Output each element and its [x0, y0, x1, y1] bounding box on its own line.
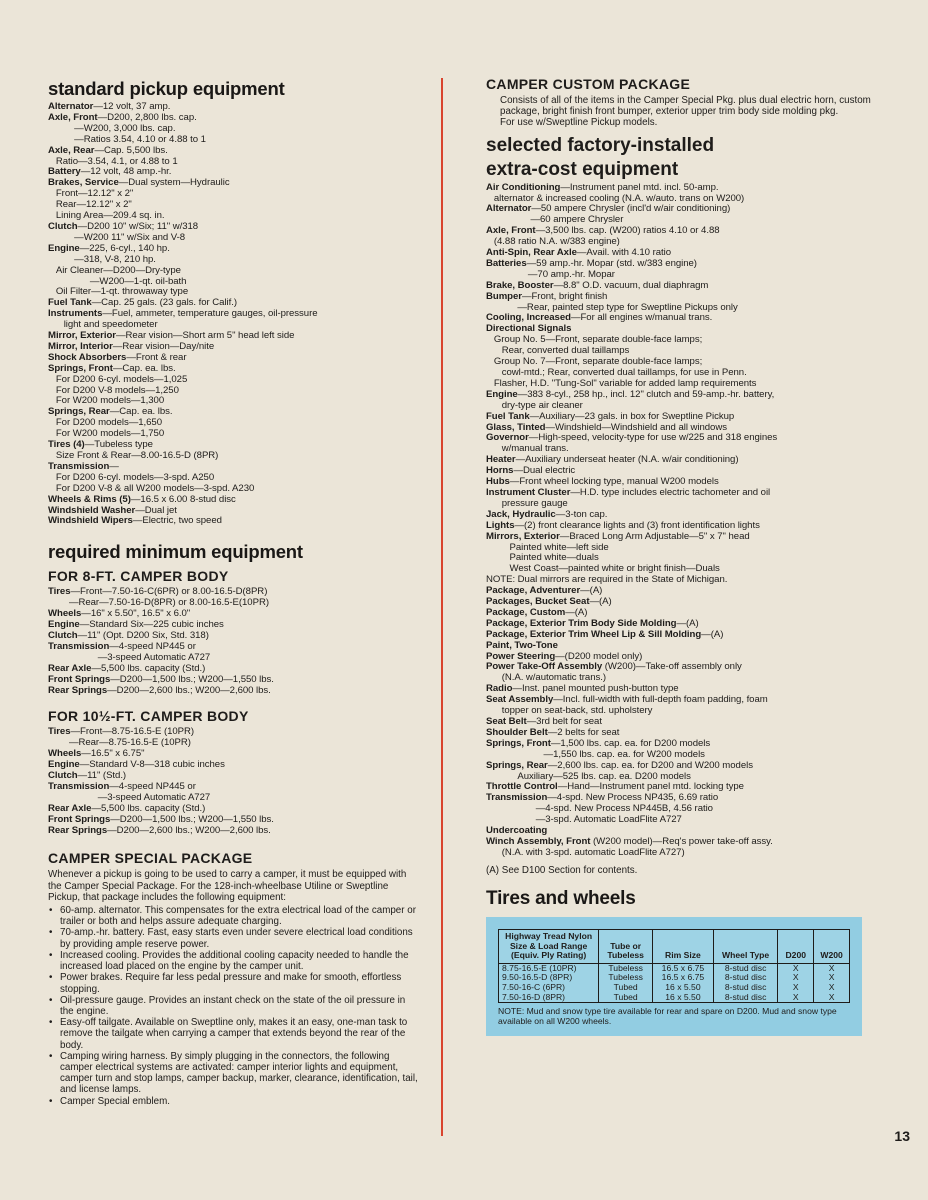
- spec-item: [48, 113, 420, 146]
- table-cell: X: [814, 993, 850, 1003]
- table-cell: X: [778, 993, 814, 1003]
- table-cell: 8-stud disc: [713, 993, 777, 1003]
- spec-label: Battery: [48, 166, 81, 178]
- spec-label: Clutch: [48, 770, 78, 782]
- spec-label: Glass, Tinted: [486, 421, 546, 433]
- spec-item: [48, 309, 420, 331]
- spec-label: Mirror, Interior: [48, 340, 113, 352]
- spec-label: Throttle Control: [486, 781, 558, 793]
- selected-equipment-list: [486, 183, 886, 859]
- spec-item: [486, 761, 886, 783]
- spec-item: [486, 324, 886, 389]
- spec-label: Horns: [486, 465, 514, 477]
- spec-item: [48, 407, 420, 440]
- spec-text: —Dual electric: [513, 465, 576, 477]
- spec-text: —12 volt, 37 amp.: [93, 101, 171, 112]
- table-cell: Tubeless: [599, 973, 653, 983]
- spec-item: [486, 695, 886, 717]
- spec-text: (W200 model)—Req's power take-off assy. (N.A. with 3-spd. automatic LoadFlite A727): [501, 835, 773, 858]
- spec-label: Mirror, Exterior: [48, 330, 116, 342]
- tires-note: NOTE: Mud and snow type tire available for rear and spare on D200. Mud and snow type available on all W200 wheels.: [498, 1006, 837, 1026]
- spec-label: Axle, Rear: [48, 144, 95, 156]
- spec-label: Axle, Front: [486, 225, 536, 237]
- spec-label: Seat Assembly: [486, 694, 554, 706]
- spec-label: Transmission: [48, 460, 110, 472]
- table-cell: 9.50-16.5-D (8PR): [499, 973, 599, 983]
- right-column: [486, 72, 886, 1036]
- table-cell: 7.50-16-D (8PR): [499, 993, 599, 1003]
- spec-label: Springs, Front: [486, 737, 551, 749]
- table-header-cell: Highway Tread Nylon Size & Load Range (Equiv. Ply Rating): [499, 930, 599, 964]
- bullet-item: • 70-amp.-hr. battery. Fast, easy starts even under severe electrical load conditions by providing ample reserve power.: [60, 927, 420, 949]
- spec-label: Transmission: [48, 780, 110, 792]
- spec-text: —8.8" O.D. vacuum, dual diaphragm: [553, 279, 709, 291]
- table-cell: Tubeless: [599, 963, 653, 973]
- tires-table-header: [499, 930, 850, 964]
- spec-label: Package, Exterior Trim Body Side Molding: [486, 617, 677, 629]
- spec-item: [486, 837, 886, 859]
- spec-label: Instrument Cluster: [486, 486, 571, 498]
- spec-label: Governor: [486, 432, 529, 444]
- spec-text: —3-ton cap.: [555, 508, 608, 520]
- spec-item: [48, 222, 420, 244]
- spec-text: —Cap. 25 gals. (23 gals. for Calif.): [91, 297, 237, 309]
- tires-table-body: [499, 963, 850, 1002]
- spec-text: —Rear vision—Day/nite: [112, 340, 215, 352]
- spec-label: Lights: [486, 519, 515, 531]
- standard-equipment-heading: standard pickup equipment: [48, 78, 285, 99]
- table-cell: X: [814, 983, 850, 993]
- spec-label: Tires: [48, 586, 71, 598]
- spec-text: —Braced Long Arm Adjustable—5" x 7" head Painted white—left side Painted white—duals West Coast—painted white or bright finish—Duals: [509, 530, 750, 575]
- table-cell: 8-stud disc: [713, 963, 777, 973]
- spec-item: [48, 516, 420, 527]
- spec-text: —4-spd. New Process NP435, 6.69 ratio —4-spd. New Process NP445B, 4.56 ratio —3-spd. Automatic LoadFlite A727: [535, 792, 719, 826]
- spec-label: Wheels: [48, 748, 82, 760]
- spec-label: Power Steering: [486, 650, 556, 662]
- spec-item: [486, 433, 886, 455]
- required-equipment-heading: required minimum equipment: [48, 541, 303, 563]
- spec-text: —Front—7.50-16-C(6PR) or 8.00-16.5-D(8PR) —Rear—7.50-16-D(8PR) or 8.00-16.5-E(10PR): [68, 586, 269, 609]
- spec-text: —3rd belt for seat: [526, 716, 602, 728]
- camper-special-heading: CAMPER SPECIAL PACKAGE: [48, 850, 253, 867]
- spec-label: Transmission: [486, 792, 548, 804]
- table-header-cell: Tube or Tubeless: [599, 930, 653, 964]
- spec-label: Heater: [486, 454, 516, 466]
- spec-label: Mirrors, Exterior: [486, 530, 560, 542]
- spec-label: Power Take-Off Assembly: [486, 661, 603, 673]
- spec-text: —D200—2,600 lbs.; W200—2,600 lbs.: [107, 684, 271, 696]
- spec-label: Seat Belt: [486, 716, 527, 728]
- spec-text: —(A): [701, 628, 724, 640]
- spec-text: —D200—1,500 lbs.; W200—1,550 lbs.: [110, 673, 274, 685]
- tires-wheels-heading: Tires and wheels: [486, 888, 636, 909]
- spec-label: Clutch: [48, 629, 78, 641]
- spec-text: —Electric, two speed: [132, 515, 222, 527]
- table-cell: 8-stud disc: [713, 983, 777, 993]
- spec-label: Tires: [48, 726, 71, 738]
- spec-text: —4-speed NP445 or —3-speed Automatic A727: [97, 780, 211, 803]
- table-cell: X: [778, 983, 814, 993]
- spec-text: —5,500 lbs. capacity (Std.): [91, 802, 206, 814]
- spec-text: —Dual jet: [135, 504, 177, 516]
- spec-text: —Windshield—Windshield and all windows: [545, 421, 727, 433]
- spec-text: —(A): [565, 606, 588, 618]
- spec-label: Springs, Rear: [486, 759, 548, 771]
- spec-label: Front Springs: [48, 673, 111, 685]
- spec-item: [48, 587, 420, 609]
- spec-item: [48, 146, 420, 168]
- spec-label: Batteries: [486, 257, 527, 269]
- spec-label: Engine: [48, 759, 80, 771]
- spec-item: [486, 226, 886, 248]
- spec-item: [48, 727, 420, 749]
- spec-text: —12 volt, 48 amp.-hr.: [80, 166, 172, 178]
- spec-text: —Cap. ea. lbs. For D200 6-cyl. models—1,025 For D200 V-8 models—1,250 For W200 models—1,300: [55, 362, 188, 407]
- spec-text: —Dual system—Hydraulic Front—12.12" x 2" Rear—12.12" x 2" Lining Area—209.4 sq. in.: [55, 177, 230, 222]
- spec-text: —High-speed, velocity-type for use w/225 and 318 engines w/manual trans.: [501, 432, 778, 455]
- spec-label: Windshield Washer: [48, 504, 136, 516]
- bullet-item: • Easy-off tailgate. Available on Sweptline only, makes it an easy, one-man task to remove the tailgate when carrying a camper that extends beyond the rear of the body.: [60, 1017, 420, 1051]
- spec-label: Wheels & Rims (5): [48, 493, 131, 505]
- spec-text: —1,500 lbs. cap. ea. for D200 models —1,550 lbs. cap. ea. for W200 models: [543, 737, 711, 760]
- spec-text: —16.5" x 6.75": [81, 748, 145, 760]
- table-cell: 16.5 x 6.75: [653, 973, 714, 983]
- spec-item: [486, 183, 886, 205]
- spec-item: [486, 488, 886, 510]
- spec-label: Brakes, Service: [48, 177, 119, 189]
- bullet-item: • 60-amp. alternator. This compensates for the extra electrical load of the camper or trailer or both and helps assure adequate charging.: [60, 905, 420, 927]
- spec-label: Package, Custom: [486, 606, 566, 618]
- spec-text: (W200)—Take-off assembly only (N.A. w/automatic trans.): [501, 661, 742, 684]
- spec-text: —Hand—Instrument panel mtd. locking type: [557, 781, 744, 793]
- spec-label: Rear Springs: [48, 684, 108, 696]
- spec-label: Paint, Two-Tone: [486, 639, 558, 651]
- camper-custom-heading: CAMPER CUSTOM PACKAGE: [486, 76, 691, 92]
- spec-item: [48, 642, 420, 664]
- spec-text: —For all engines w/manual trans.: [570, 312, 713, 324]
- spec-text: —11" (Std.): [77, 770, 127, 782]
- spec-label: Package, Exterior Trim Wheel Lip & Sill Molding: [486, 628, 702, 640]
- spec-text: NOTE: Dual mirrors are required in the State of Michigan.: [486, 574, 728, 586]
- table-header-cell: D200: [778, 930, 814, 964]
- spec-text: —(A): [589, 596, 612, 608]
- spec-label: Alternator: [48, 101, 94, 112]
- spec-label: Transmission: [48, 640, 110, 652]
- spec-text: —Standard V-8—318 cubic inches: [79, 759, 225, 771]
- spec-text: —3,500 lbs. cap. (W200) ratios 4.10 or 4.88 (4.88 ratio N.A. w/383 engine): [493, 225, 720, 248]
- spec-label: Packages, Bucket Seat: [486, 596, 590, 608]
- spec-item: [48, 244, 420, 299]
- spec-label: Instruments: [48, 308, 103, 320]
- spec-text: —50 ampere Chrysler (incl'd w/air conditioning) —60 ampere Chrysler: [530, 203, 731, 226]
- eight-ft-camper-list: [48, 587, 420, 696]
- table-cell: 16.5 x 6.75: [653, 963, 714, 973]
- spec-label: Engine: [486, 388, 518, 400]
- spec-item: [486, 292, 886, 314]
- table-cell: Tubed: [599, 993, 653, 1003]
- spec-label: Fuel Tank: [48, 297, 92, 309]
- spec-label: Undercoating: [486, 825, 548, 837]
- spec-text: —Auxiliary underseat heater (N.A. w/air conditioning): [515, 454, 739, 466]
- page-number: 13: [894, 1128, 910, 1144]
- spec-label: Fuel Tank: [486, 410, 530, 422]
- table-header-cell: Wheel Type: [713, 930, 777, 964]
- spec-text: —Inst. panel mounted push-button type: [512, 683, 679, 695]
- spec-label: Jack, Hydraulic: [486, 508, 556, 520]
- spec-label: Directional Signals: [486, 323, 572, 335]
- spec-text: —(A): [676, 617, 699, 629]
- spec-label: Alternator: [486, 203, 532, 215]
- spec-text: —2,600 lbs. cap. ea. for D200 and W200 models Auxiliary—525 lbs. cap. ea. D200 models: [517, 759, 753, 782]
- table-cell: 8.75-16.5-E (10PR): [499, 963, 599, 973]
- spec-text: —2 belts for seat: [547, 726, 620, 738]
- selected-equipment-heading-line1: selected factory-installed: [486, 134, 715, 156]
- bullet-item: • Power brakes. Require far less pedal pressure and make for smooth, effortless stopping.: [60, 972, 420, 994]
- spec-text: —5,500 lbs. capacity (Std.): [91, 662, 206, 674]
- spec-item: [48, 178, 420, 222]
- table-cell: X: [814, 973, 850, 983]
- spec-label: Rear Axle: [48, 662, 92, 674]
- spec-label: Engine: [48, 242, 80, 254]
- spec-label: Anti-Spin, Rear Axle: [486, 247, 577, 259]
- spec-label: Engine: [48, 619, 80, 631]
- table-cell: 8-stud disc: [713, 973, 777, 983]
- tires-wheels-box: [486, 917, 862, 1036]
- spec-text: —383 8-cyl., 258 hp., incl. 12" clutch and 59-amp.-hr. battery, dry-type air cleaner: [501, 388, 775, 411]
- column-divider: [441, 78, 443, 1136]
- table-row: [499, 993, 850, 1003]
- spec-label: Windshield Wipers: [48, 515, 133, 527]
- spec-label: Shock Absorbers: [48, 351, 127, 363]
- spec-text: —Incl. full-width with full-depth foam padding, foam topper on seat-back, std. upholstery: [501, 694, 768, 717]
- spec-text: Group No. 5—Front, separate double-face lamps; Rear, converted dual taillamps Group No. 7—Front, separate double-face lamps; cowl-mtd.; Rear, converted dual taillamps, for use in Penn. Flasher, H.D. "Tung-Sol" variable for added lamp requirements: [493, 334, 757, 389]
- spec-text: —Auxiliary—23 gals. in box for Sweptline Pickup: [529, 410, 735, 422]
- spec-text: —D200, 2,800 lbs. cap. —W200, 3,000 lbs. cap. —Ratios 3.54, 4.10 or 4.88 to 1: [74, 111, 206, 145]
- bullet-item: • Camper Special emblem.: [60, 1096, 420, 1107]
- spec-label: Tires (4): [48, 439, 85, 451]
- spec-label: Springs, Rear: [48, 406, 110, 418]
- ten-half-ft-camper-list: [48, 727, 420, 836]
- spec-label: Rear Axle: [48, 802, 92, 814]
- camper-special-bullets: [48, 905, 420, 1107]
- spec-item: [486, 662, 886, 684]
- spec-text: —Front, bright finish —Rear, painted step type for Sweptline Pickups only: [517, 290, 738, 313]
- spec-item: [486, 204, 886, 226]
- spec-label: Brake, Booster: [486, 279, 554, 291]
- spec-text: —Front wheel locking type, manual W200 models: [509, 476, 719, 488]
- spec-item: [486, 532, 886, 576]
- spec-item: [48, 782, 420, 804]
- tires-wheels-table: [498, 929, 850, 1003]
- camper-custom-text: Consists of all of the items in the Camper Special Pkg. plus dual electric horn, custom package, bright finish front bumper, exterior upper trim body side molding pkg. For use w/Sweptline Pickup models.: [500, 95, 871, 129]
- spec-label: Winch Assembly, Front: [486, 835, 591, 847]
- table-cell: 16 x 5.50: [653, 983, 714, 993]
- spec-text: —D200—1,500 lbs.; W200—1,550 lbs.: [110, 813, 274, 825]
- spec-item: [48, 462, 420, 495]
- bullet-item: • Increased cooling. Provides the additional cooling capacity needed to handle the increased load placed on the engine by the camper unit.: [60, 950, 420, 972]
- camper-special-intro: Whenever a pickup is going to be used to carry a camper, it must be equipped with the Camper Special Package. For the 128-inch-wheelbase Utiline or Sweptline Pickup, that package includes the following equipment:: [48, 869, 407, 903]
- spec-label: Springs, Front: [48, 362, 113, 374]
- spec-text: —59 amp.-hr. Mopar (std. w/383 engine) —70 amp.-hr. Mopar: [526, 257, 697, 280]
- spec-text: —Fuel, ammeter, temperature gauges, oil-pressure light and speedometer: [63, 308, 318, 331]
- spec-label: Bumper: [486, 290, 522, 302]
- spec-label: Rear Springs: [48, 824, 108, 836]
- spec-label: Package, Adventurer: [486, 585, 581, 597]
- bullet-item: • Camping wiring harness. By simply plugging in the connectors, the following camper electrical systems are activated: camper interior lights and equipment, camper turn and stop lamps, camper backup, marker, clearance, identification, tail, and license lamps.: [60, 1051, 420, 1096]
- spec-text: —Front & rear: [126, 351, 187, 363]
- table-cell: 16 x 5.50: [653, 993, 714, 1003]
- spec-text: —225, 6-cyl., 140 hp. —318, V-8, 210 hp. Air Cleaner—D200—Dry-type —W200—1-qt. oil-bath Oil Filter—1-qt. throwaway type: [55, 242, 189, 298]
- spec-text: —16" x 5.50", 16.5" x 6.0": [81, 608, 191, 620]
- table-cell: Tubed: [599, 983, 653, 993]
- spec-text: —(2) front clearance lights and (3) front identification lights: [514, 519, 760, 531]
- table-cell: 7.50-16-C (6PR): [499, 983, 599, 993]
- spec-label: Clutch: [48, 220, 78, 232]
- table-cell: X: [778, 963, 814, 973]
- spec-text: —Cap. ea. lbs. For D200 models—1,650 For W200 models—1,750: [55, 406, 173, 440]
- spec-label: Hubs: [486, 476, 510, 488]
- spec-label: Shoulder Belt: [486, 726, 548, 738]
- spec-text: —11" (Opt. D200 Six, Std. 318): [77, 629, 209, 641]
- ten-half-ft-camper-heading: FOR 10½-FT. CAMPER BODY: [48, 708, 249, 725]
- spec-text: — For D200 6-cyl. models—3-spd. A250 For D200 V-8 & all W200 models—3-spd. A230: [55, 460, 255, 494]
- spec-text: —D200—2,600 lbs.; W200—2,600 lbs.: [107, 824, 271, 836]
- spec-text: —16.5 x 6.00 8-stud disc: [130, 493, 236, 505]
- spec-text: —Cap. 5,500 lbs. Ratio—3.54, 4.1, or 4.88 to 1: [55, 144, 178, 167]
- bullet-item: • Oil-pressure gauge. Provides an instant check on the state of the oil pressure in the engine.: [60, 995, 420, 1017]
- spec-text: —Instrument panel mtd. incl. 50-amp. alternator & increased cooling (N.A. w/auto. trans on W200): [493, 181, 745, 204]
- spec-text: —Rear vision—Short arm 5" head left side: [115, 330, 295, 342]
- table-cell: X: [814, 963, 850, 973]
- spec-item: [48, 686, 420, 697]
- spec-text: —Avail. with 4.10 ratio: [576, 247, 671, 259]
- spec-label: Cooling, Increased: [486, 312, 571, 324]
- eight-ft-camper-heading: FOR 8-FT. CAMPER BODY: [48, 568, 229, 585]
- table-cell: X: [778, 973, 814, 983]
- spec-item: [486, 739, 886, 761]
- spec-label: Air Conditioning: [486, 181, 561, 193]
- spec-text: —(D200 model only): [555, 650, 643, 662]
- spec-item: [486, 259, 886, 281]
- spec-text: —D200 10" w/Six; 11" w/318 —W200 11" w/Six and V-8: [74, 220, 199, 243]
- spec-text: —H.D. type includes electric tachometer and oil pressure gauge: [501, 486, 771, 509]
- spec-label: Wheels: [48, 608, 82, 620]
- spec-item: [48, 364, 420, 408]
- selected-equipment-heading-line2: extra-cost equipment: [486, 158, 679, 180]
- spec-label: Radio: [486, 683, 513, 695]
- spec-label: Front Springs: [48, 813, 111, 825]
- spec-item: [48, 826, 420, 837]
- spec-label: Axle, Front: [48, 111, 98, 123]
- selected-footnote: (A) See D100 Section for contents.: [486, 864, 638, 876]
- spec-item: [48, 440, 420, 462]
- spec-text: —Tubeless type Size Front & Rear—8.00-16.5-D (8PR): [55, 439, 219, 461]
- table-header-cell: Rim Size: [653, 930, 714, 964]
- table-header-cell: W200: [814, 930, 850, 964]
- spec-text: —Standard Six—225 cubic inches: [79, 619, 224, 631]
- spec-text: —(A): [580, 585, 603, 597]
- standard-equipment-list: [48, 102, 420, 527]
- spec-text: —Front—8.75-16.5-E (10PR) —Rear—8.75-16.5-E (10PR): [68, 726, 195, 749]
- spec-item: [486, 793, 886, 826]
- spec-item: [486, 390, 886, 412]
- spec-text: —4-speed NP445 or —3-speed Automatic A727: [97, 640, 211, 663]
- left-column: [48, 72, 420, 1107]
